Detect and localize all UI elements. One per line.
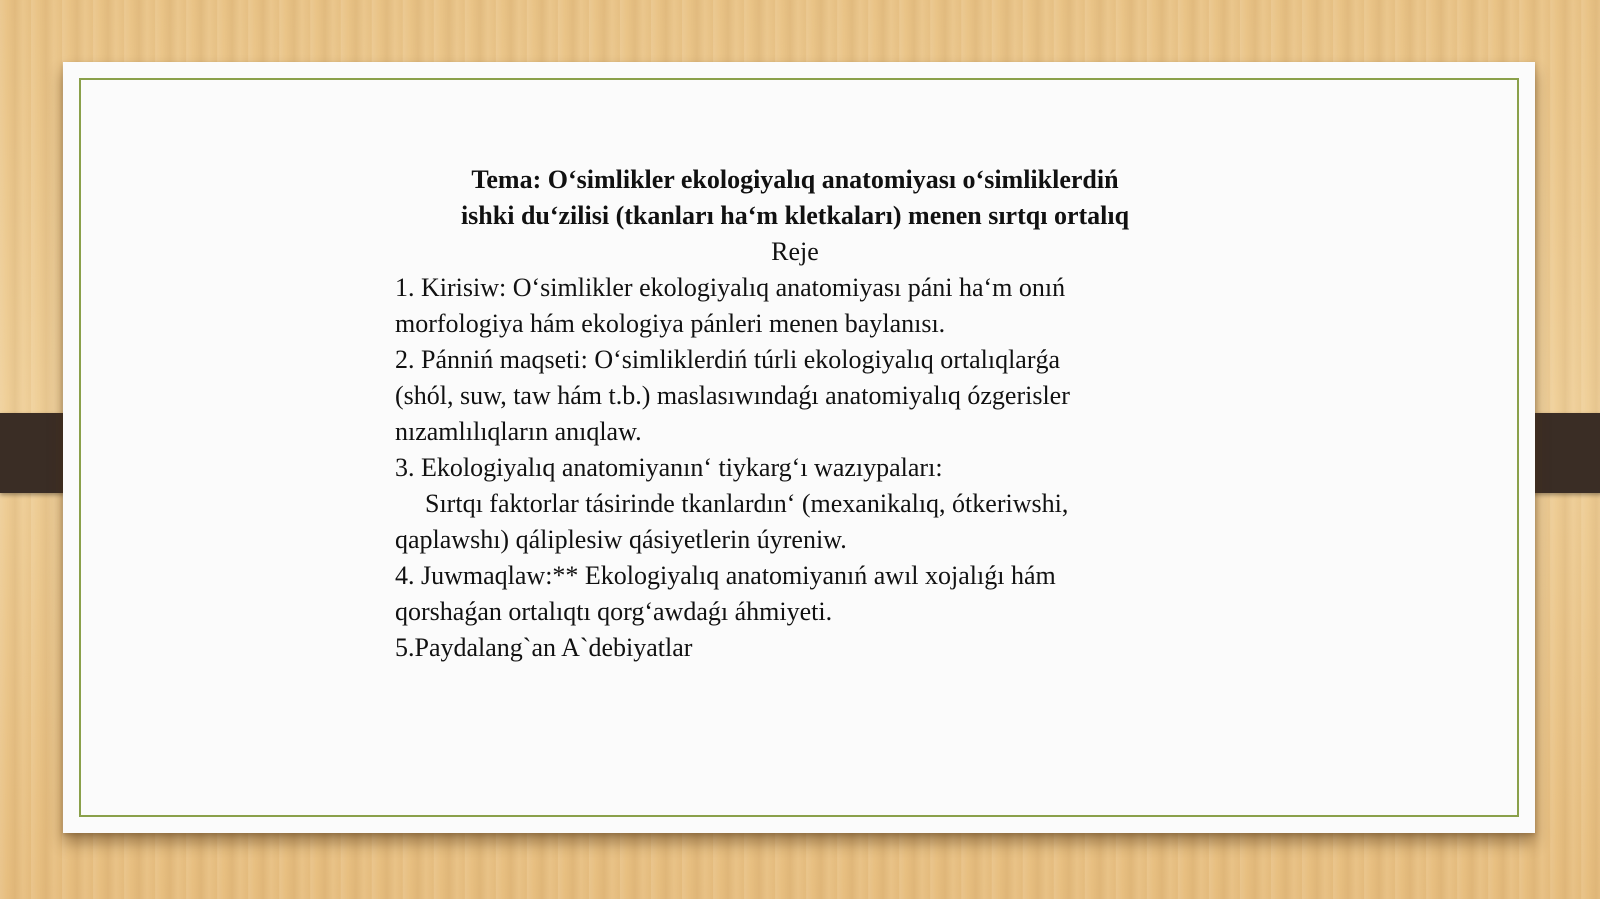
plan-line-8: qaplawshı) qáliplesiw qásiyetlerin úyreniw.: [395, 525, 847, 554]
plan-line-3: 2. Pánniń maqseti: O‘simliklerdiń túrli ekologiyalıq ortalıqlarǵa: [395, 345, 1061, 374]
plan-line-2: morfologiya hám ekologiya pánleri menen baylanısı.: [395, 309, 946, 338]
plan-line-6: 3. Ekologiyalıq anatomiyanın‘ tiykarg‘ı wazıypaları:: [395, 453, 943, 482]
plan-line-10: qorshaǵan ortalıqtı qorg‘awdaǵı áhmiyeti.: [395, 597, 833, 626]
plan-line-5: nızamlılıqların anıqlaw.: [395, 417, 642, 446]
plan-line-7: Sırtqı faktorlar tásirinde tkanlardın‘ (mexanikalıq, ótkeriwshi,: [425, 489, 1069, 518]
slide-subtitle: Reje: [771, 237, 819, 266]
plan-line-11: 5.Paydalang`an A`debiyatlar: [395, 633, 693, 662]
slide-content: [395, 162, 1195, 666]
plan-line-4: (shól, suw, taw hám t.b.) maslasıwındaǵı anatomiyalıq ózgerisler: [395, 381, 1070, 410]
plan-line-1: 1. Kirisiw: O‘simlikler ekologiyalıq anatomiyası páni ha‘m onıń: [395, 273, 1066, 302]
slide-title-line-2: ishki du‘zilisi (tkanları ha‘m kletkaları) menen sırtqı ortalıq: [460, 201, 1130, 230]
slide-title-line-1: Tema: O‘simlikler ekologiyalıq anatomiyası o‘simliklerdiń: [471, 165, 1119, 194]
plan-line-9: 4. Juwmaqlaw:** Ekologiyalıq anatomiyanıń awıl xojalıǵı hám: [395, 561, 1056, 590]
